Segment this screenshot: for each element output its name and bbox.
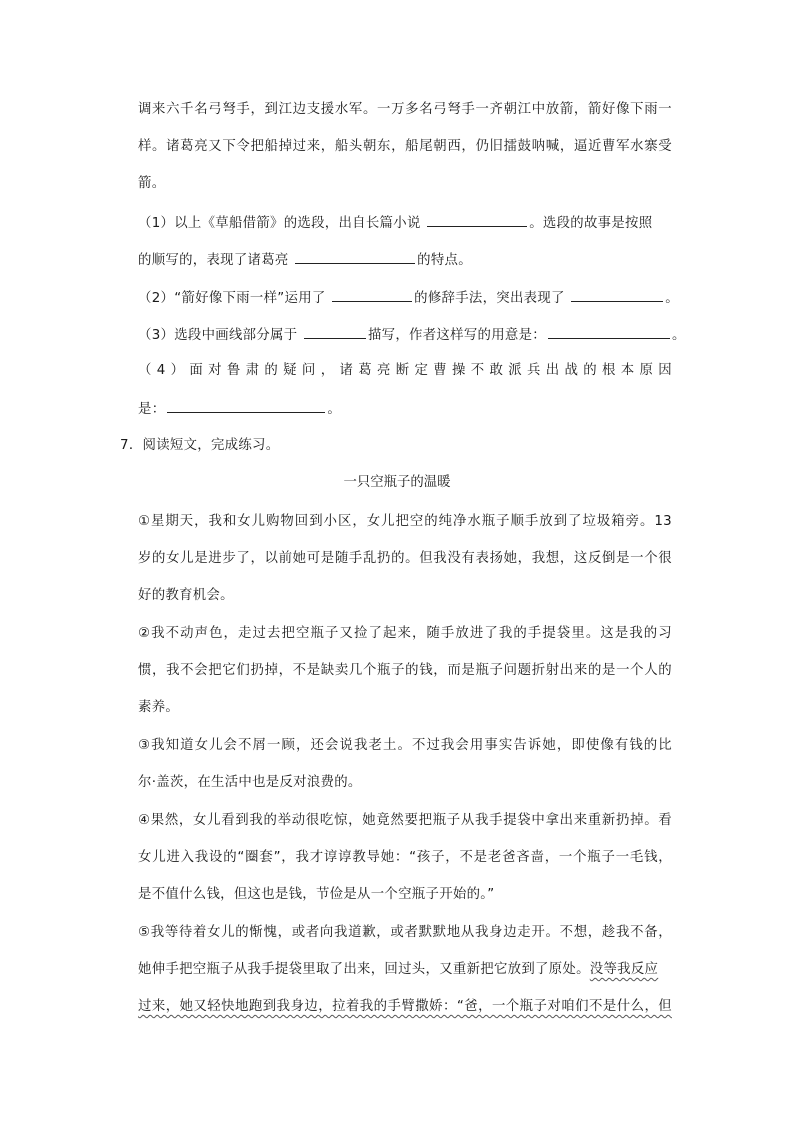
question-text: 的特点。: [417, 253, 472, 268]
paragraph-line: ④果然，女儿看到我的举动很吃惊，她竟然要把瓶子从我手提袋中拿出来重新扔掉。看: [138, 813, 672, 828]
question-text: （2）“箭好像下雨一样”运用了: [138, 291, 331, 306]
question-text: （1）以上《草船借箭》的选段，出自长篇小说: [138, 216, 426, 231]
paragraph-line: [138, 960, 658, 980]
question-3: [138, 324, 686, 346]
question-2: [138, 287, 679, 309]
question-text: 描写，作者这样写的用意是：: [367, 328, 546, 343]
paragraph-line: ①星期天，我和女儿购物回到小区，女儿把空的纯净水瓶子顺手放到了垃圾箱旁。13: [138, 514, 672, 529]
wavy-underlined-text: 没等我反应: [589, 962, 659, 977]
question-text: 。: [327, 402, 342, 417]
question-1: [138, 212, 652, 234]
passage-line: 箭。: [138, 176, 166, 191]
question-4-cont: [138, 398, 341, 420]
wavy-underlined-line: 过来，她又轻快地跑到我身边，拉着我的手臂撒娇：“爸，一个瓶子对咱们不是什么，但: [138, 999, 672, 1014]
paragraph-text: 她伸手把空瓶子从我手提袋里取了出来，回过头，又重新把它放到了原处。: [138, 962, 590, 977]
answer-blank[interactable]: [548, 324, 670, 339]
passage-line: 样。诸葛亮又下令把船掉过来，船头朝东，船尾朝西，仍旧擂鼓呐喊，逼近曹军水寨受: [138, 139, 672, 154]
paragraph-line: 女儿进入我设的“圈套”，我才谆谆教导她：“孩子，不是老爸吝啬，一个瓶子一毛钱，: [138, 850, 672, 865]
paragraph-line: ⑤我等待着女儿的惭愧，或者向我道歉，或者默默地从我身边走开。不想，趁我不备，: [138, 925, 672, 940]
question-7-heading: 7．阅读短文，完成练习。: [120, 438, 280, 453]
answer-blank[interactable]: [295, 249, 415, 264]
question-1-cont: [138, 249, 472, 271]
paragraph-line: 是不值什么钱，但这也是钱，节俭是从一个空瓶子开始的。”: [138, 887, 495, 902]
question-text: 的顺写的，表现了诸葛亮: [138, 253, 294, 268]
paragraph-line: 好的教育机会。: [138, 588, 234, 603]
paragraph-line: ③我知道女儿会不屑一顾，还会说我老土。不过我会用事实告诉她，即使像有钱的比: [138, 738, 672, 753]
paragraph-line: 尔·盖茨，在生活中也是反对浪费的。: [138, 775, 362, 790]
question-text: 。: [665, 291, 679, 306]
question-text: 的修辞手法，突出表现了: [414, 291, 570, 306]
question-text: 。: [671, 328, 686, 343]
answer-blank[interactable]: [427, 212, 527, 227]
question-text: 是：: [138, 402, 166, 417]
paragraph-line: 素养。: [138, 700, 180, 715]
paragraph-line: ②我不动声色，走过去把空瓶子又捡了起来，随手放进了我的手提袋里。这是我的习: [138, 626, 672, 641]
article-title: 一只空瓶子的温暖: [343, 475, 451, 490]
question-text: （3）选段中画线部分属于: [138, 328, 302, 343]
passage-line: 调来六千名弓弩手，到江边支援水军。一万多名弓弩手一齐朝江中放箭，箭好像下雨一: [138, 102, 672, 117]
answer-blank[interactable]: [571, 287, 663, 302]
paragraph-line: 惯，我不会把它们扔掉，不是缺卖几个瓶子的钱，而是瓶子问题折射出来的是一个人的: [138, 663, 672, 678]
question-text: 。选段的故事是按照: [529, 216, 653, 231]
answer-blank[interactable]: [304, 324, 366, 339]
question-4: （4）面对鲁肃的疑问，诸葛亮断定曹操不敢派兵出战的根本原因: [138, 363, 672, 378]
answer-blank[interactable]: [332, 287, 412, 302]
answer-blank[interactable]: [167, 398, 325, 413]
paragraph-line: 岁的女儿是进步了，以前她可是随手乱扔的。但我没有表扬她，我想，这反倒是一个很: [138, 551, 672, 566]
